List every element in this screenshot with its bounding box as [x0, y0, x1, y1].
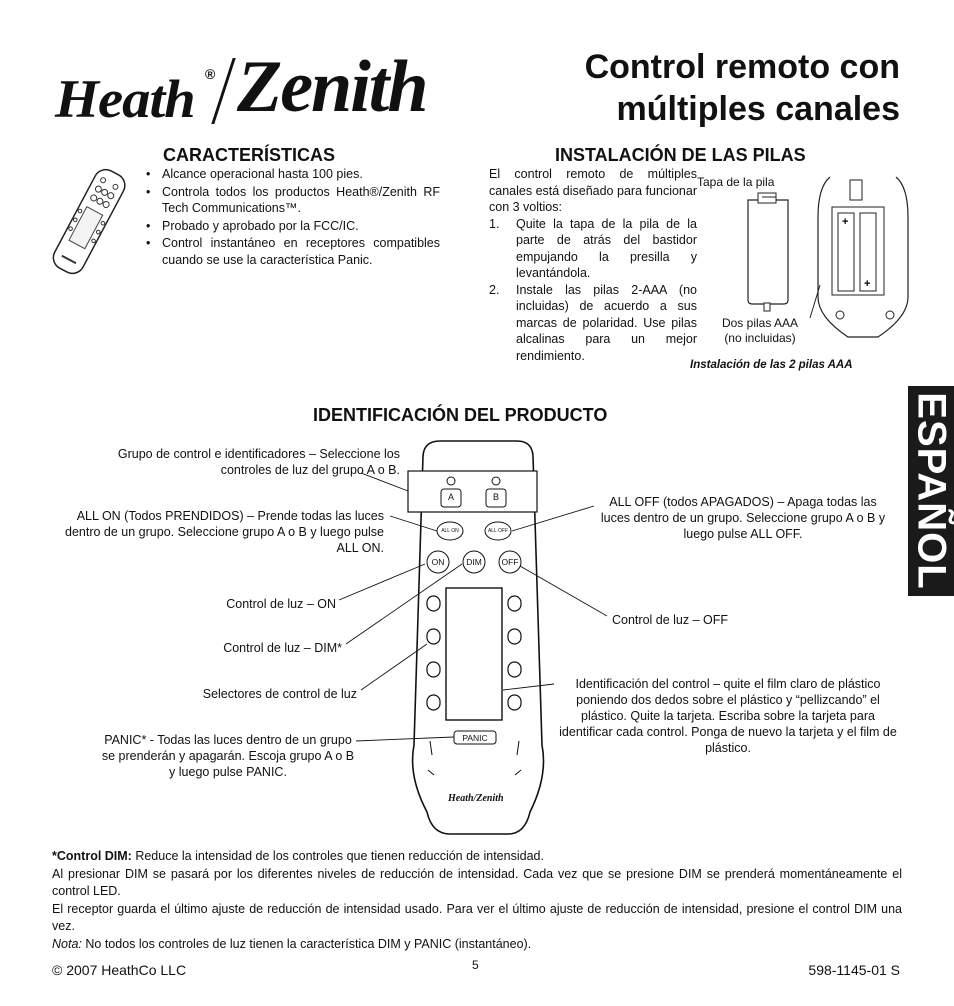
dim-note-label: *Control DIM: [52, 849, 132, 863]
language-tab-label: ESPAÑOL [909, 392, 954, 590]
battery-heading: INSTALACIÓN DE LAS PILAS [555, 145, 806, 165]
logo-zenith: Zenith [237, 46, 427, 128]
panic-annotation: PANIC* - Todas las luces dentro de un grupo se prenderán y apagarán. Escoja grupo A o B y luego pulse PANIC. [101, 733, 355, 779]
identification-heading: IDENTIFICACIÓN DEL PRODUCTO [313, 405, 608, 425]
all-on-annotation: ALL ON (Todos PRENDIDOS) – Prende todas las luces dentro de un grupo. Seleccione grupo A o B y luego pulse ALL ON. [65, 509, 384, 555]
light-on-annotation: Control de luz – ON [226, 597, 336, 611]
nota-label: Nota: [52, 936, 82, 951]
all-on-button: ALL ON [441, 528, 459, 534]
off-button: OFF [501, 557, 519, 567]
dim-notes [52, 848, 902, 953]
dim-note-line: Al presionar DIM se pasará por los diferentes niveles de reducción de intensidad. Cada vez que se presione DIM se prenderá momentáneamente el control LED. [52, 866, 902, 898]
step-text: Quite la tapa de la pila de la parte de atrás del bastidor empujando la presilla y levantándola. [516, 216, 697, 280]
panic-button: PANIC [462, 733, 488, 743]
svg-text:+: + [864, 278, 871, 290]
batteries-label-line: Dos pilas AAA [721, 316, 799, 330]
selectors-annotation: Selectores de control de luz [202, 687, 357, 701]
features-heading: CARACTERÍSTICAS [163, 145, 336, 165]
light-off-annotation: Control de luz – OFF [612, 613, 729, 627]
list-item: • Controla todos los productos Heath®/Zenith RF Tech Communications™. [140, 184, 440, 217]
nota-text: No todos los controles de luz tienen la característica DIM y PANIC (instantáneo). [81, 936, 532, 951]
on-button: ON [431, 557, 445, 567]
group-a-button: A [447, 492, 454, 502]
copyright: © 2007 HeathCo LLC [52, 962, 187, 978]
all-off-button: ALL OFF [487, 528, 509, 534]
list-item: • Alcance operacional hasta 100 pies. [140, 166, 440, 183]
battery-figure-caption: Instalación de las 2 pilas AAA [690, 359, 853, 371]
logo-registered-mark: ® [205, 66, 216, 82]
remote-logo-zenith: Zenith [476, 793, 504, 804]
battery-intro: El control remoto de múltiples canales está diseñado para funcionar con 3 voltios: [489, 167, 697, 214]
title-line-1: Control remoto con [584, 48, 900, 86]
batteries-label-line: (no incluidas) [724, 331, 796, 345]
group-b-button: B [492, 492, 499, 502]
remote-logo: Heath/Zenith [448, 793, 504, 804]
list-item: • Control instantáneo en receptores compatibles cuando se use la característica Panic. [140, 235, 440, 268]
list-item: • Probado y aprobado por la FCC/IC. [140, 218, 440, 235]
all-off-annotation: ALL OFF (todos APAGADOS) – Apaga todas las luces dentro de un grupo. Seleccione grupo A o B y luego pulse ALL OFF. [600, 495, 886, 541]
dim-note-text: Reduce la intensidad de los controles que tienen reducción de intensidad. [131, 849, 544, 863]
title-line-2: múltiples canales [616, 90, 900, 128]
language-tab [908, 386, 954, 596]
remote-logo-heath: Heath [448, 793, 474, 804]
group-control-annotation: Grupo de control e identificadores – Seleccione los controles de luz del grupo A o B. [117, 447, 400, 477]
dim-button: DIM [466, 557, 482, 567]
step-text: Instale las pilas 2-AAA (no incluidas) de acuerdo a sus marcas de polaridad. Use pilas alcalinas para un mejor rendimiento. [516, 282, 697, 363]
page-number: 5 [472, 958, 479, 972]
control-id-annotation: Identificación del control – quite el film claro de plástico poniendo dos dedos sobre el plástico y “pellizcando” el plástico. Quite la tarjeta. Escriba sobre la tarjeta para identificar cada control. Ponga de nuevo la tarjeta y el film de plástico. [559, 677, 897, 755]
battery-cover-label: Tapa de la pila [697, 175, 775, 189]
part-number: 598-1145-01 S [808, 962, 900, 978]
dim-note-line: El receptor guarda el último ajuste de reducción de intensidad usado. Para ver el último ajuste de reducción de intensidad, presione el control DIM una vez. [52, 901, 902, 933]
step-number: 2. [489, 282, 500, 297]
step-number: 1. [489, 216, 500, 231]
light-dim-annotation: Control de luz – DIM* [223, 641, 342, 655]
logo-heath: Heath [55, 69, 195, 129]
svg-text:+: + [842, 216, 849, 228]
